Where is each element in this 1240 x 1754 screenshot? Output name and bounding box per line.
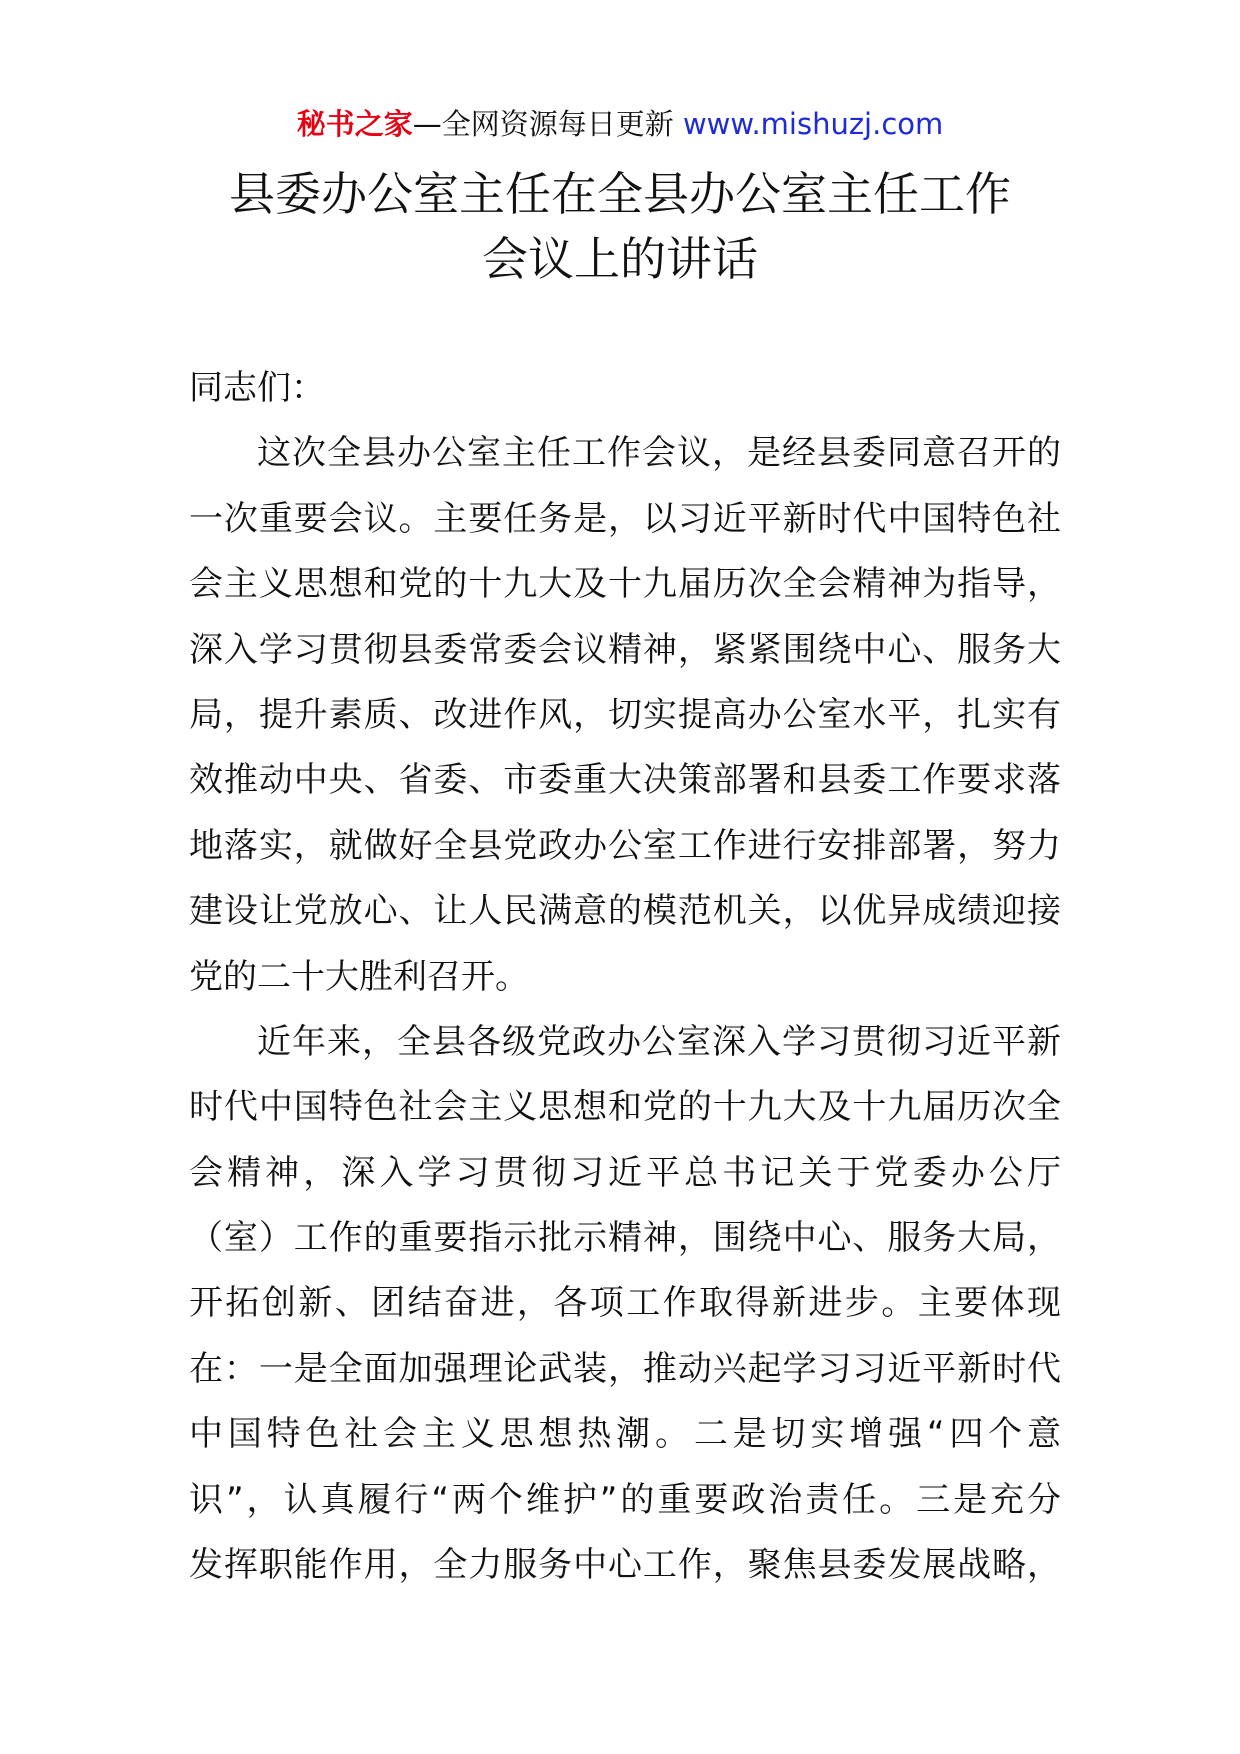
header-brand: 秘书之家 [296,107,413,141]
document-title-line-1: 县委办公室主任在全县办公室主任工作 [229,167,1011,221]
body-line: 效推动中央、省委、市委重大决策部署和县委工作要求落 [189,760,1061,801]
document-body [189,356,1061,1598]
body-line: 党的二十大胜利召开。 [189,956,529,997]
body-line: 中国特色社会主义思想热潮。二是切实增强“四个意 [189,1414,1061,1455]
body-line: 地落实，就做好全县党政办公室工作进行安排部署，努力 [189,825,1061,866]
body-line: 识”，认真履行“两个维护”的重要政治责任。三是充分 [189,1479,1061,1520]
document-title-line-2: 会议上的讲话 [482,232,758,286]
body-line: 近年来，全县各级党政办公室深入学习贯彻习近平新 [257,1021,1061,1062]
body-line: 发挥职能作用，全力服务中心工作，聚焦县委发展战略， [189,1545,1061,1586]
body-line: 会精神，深入学习贯彻习近平总书记关于党委办公厅 [189,1152,1061,1193]
body-line: （室）工作的重要指示批示精神，围绕中心、服务大局， [189,1218,1061,1259]
header-url: www.mishuzj.com [682,107,944,141]
body-line: 在：一是全面加强理论武装，推动兴起学习习近平新时代 [189,1348,1061,1389]
header-tagline: —全网资源每日更新 [412,107,683,141]
site-header [0,104,1240,144]
body-line: 局，提升素质、改进作风，切实提高办公室水平，扎实有 [189,694,1061,735]
body-line: 会主义思想和党的十九大及十九届历次全会精神为指导， [189,564,1061,605]
body-line: 开拓创新、团结奋进，各项工作取得新进步。主要体现 [189,1283,1061,1324]
body-line: 一次重要会议。主要任务是，以习近平新时代中国特色社 [189,498,1061,539]
salutation: 同志们： [189,368,325,408]
body-line: 这次全县办公室主任工作会议，是经县委同意召开的 [257,433,1061,474]
body-line: 建设让党放心、让人民满意的模范机关，以优异成绩迎接 [189,891,1061,932]
body-line: 深入学习贯彻县委常委会议精神，紧紧围绕中心、服务大 [189,629,1061,670]
body-line: 时代中国特色社会主义思想和党的十九大及十九届历次全 [189,1087,1061,1128]
